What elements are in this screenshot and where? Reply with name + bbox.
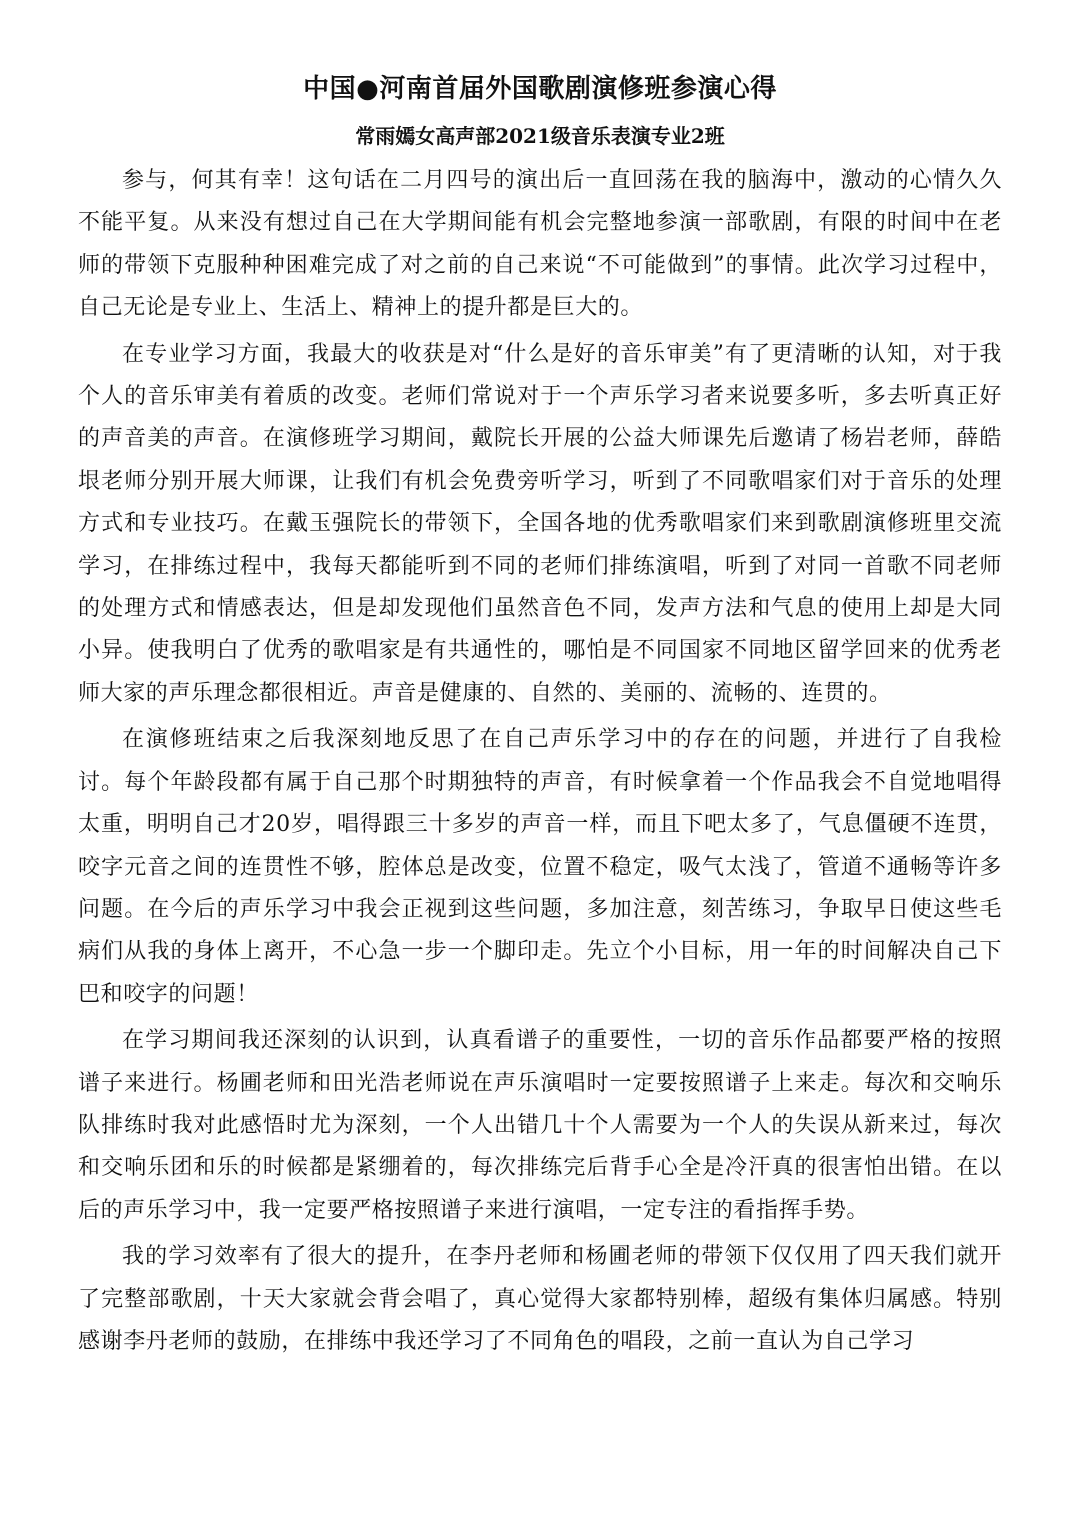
paragraph: 在学习期间我还深刻的认识到，认真看谱子的重要性，一切的音乐作品都要严格的按照谱子来进行。杨圃老师和田光浩老师说在声乐演唱时一定要按照谱子上来走。每次和交响乐队排练时我对此感悟时尤为深刻，一个人出错几十个人需要为一个人的失误从新来过，每次和交响乐团和乐的时候都是紧绷着的，每次排练完后背手心全是冷汗真的很害怕出错。在以后的声乐学习中，我一定要严格按照谱子来进行演唱，一定专注的看指挥手势。: [78, 1028, 1002, 1223]
document-title: 中国●河南首届外国歌剧演修班参演心得: [303, 74, 777, 104]
paragraph: 参与，何其有幸！这句话在二月四号的演出后一直回荡在我的脑海中，激动的心情久久不能平复。从来没有想过自己在大学期间能有机会完整地参演一部歌剧，有限的时间中在老师的带领下克服种种困难完成了对之前的自己来说“不可能做到”的事情。此次学习过程中，自己无论是专业上、生活上、精神上的提升都是巨大的。: [78, 168, 1002, 321]
paragraph: 在演修班结束之后我深刻地反思了在自己声乐学习中的存在的问题，并进行了自我检讨。每个年龄段都有属于自己那个时期独特的声音，有时候拿着一个作品我会不自觉地唱得太重，明明自己才20岁，唱得跟三十多岁的声音一样，而且下吧太多了，气息僵硬不连贯，咬字元音之间的连贯性不够，腔体总是改变，位置不稳定，吸气太浅了，管道不通畅等许多问题。在今后的声乐学习中我会正视到这些问题，多加注意，刻苦练习，争取早日使这些毛病们从我的身体上离开，不心急一步一个脚印走。先立个小目标，用一年的时间解决自己下巴和咬字的问题！: [78, 727, 1002, 1007]
paragraph: 我的学习效率有了很大的提升，在李丹老师和杨圃老师的带领下仅仅用了四天我们就开了完整部歌剧，十天大家就会背会唱了，真心觉得大家都特别棒，超级有集体归属感。特别感谢李丹老师的鼓励，在排练中我还学习了不同角色的唱段，之前一直认为自己学习: [78, 1244, 1002, 1354]
paragraph: 在专业学习方面，我最大的收获是对“什么是好的音乐审美”有了更清晰的认知，对于我个人的音乐审美有着质的改变。老师们常说对于一个声乐学习者来说要多听，多去听真正好的声音美的声音。在演修班学习期间，戴院长开展的公益大师课先后邀请了杨岩老师，薛皓垠老师分别开展大师课，让我们有机会免费旁听学习，听到了不同歌唱家们对于音乐的处理方式和专业技巧。在戴玉强院长的带领下，全国各地的优秀歌唱家们来到歌剧演修班里交流学习，在排练过程中，我每天都能听到不同的老师们排练演唱，听到了对同一首歌不同老师的处理方式和情感表达，但是却发现他们虽然音色不同，发声方法和气息的使用上却是大同小异。使我明白了优秀的歌唱家是有共通性的，哪怕是不同国家不同地区留学回来的优秀老师大家的声乐理念都很相近。声音是健康的、自然的、美丽的、流畅的、连贯的。: [78, 341, 1002, 706]
document-subtitle: 常雨嫣女高声部2021级音乐表演专业2班: [355, 124, 725, 148]
document-body: [78, 160, 1002, 1363]
